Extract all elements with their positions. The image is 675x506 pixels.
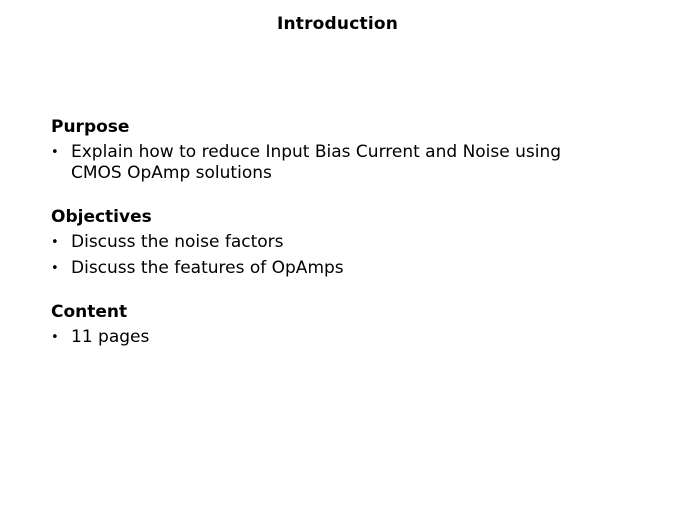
bullet-list-objectives [51, 232, 611, 279]
bullet-icon: • [51, 330, 59, 345]
bullet-text: Explain how to reduce Input Bias Current and Noise using CMOS OpAmp solutions [71, 142, 562, 183]
slide-title: Introduction [276, 14, 399, 34]
section-content [51, 301, 611, 348]
section-objectives [51, 206, 611, 279]
bullet-text: Discuss the noise factors [71, 232, 284, 252]
section-heading-content: Content [51, 302, 128, 322]
bullet-text: 11 pages [71, 327, 150, 347]
bullet-icon: • [51, 261, 59, 276]
bullet-list-purpose [51, 142, 611, 184]
section-heading-purpose: Purpose [51, 117, 130, 137]
bullet-item [51, 327, 611, 348]
section-heading-objectives: Objectives [51, 207, 152, 227]
bullet-item [51, 258, 611, 279]
bullet-icon: • [51, 235, 59, 250]
section-purpose [51, 116, 611, 184]
bullet-text: Discuss the features of OpAmps [71, 258, 344, 278]
bullet-list-content [51, 327, 611, 348]
bullet-item [51, 232, 611, 253]
bullet-icon: • [51, 145, 59, 160]
bullet-item [51, 142, 611, 184]
slide-content [51, 116, 611, 370]
